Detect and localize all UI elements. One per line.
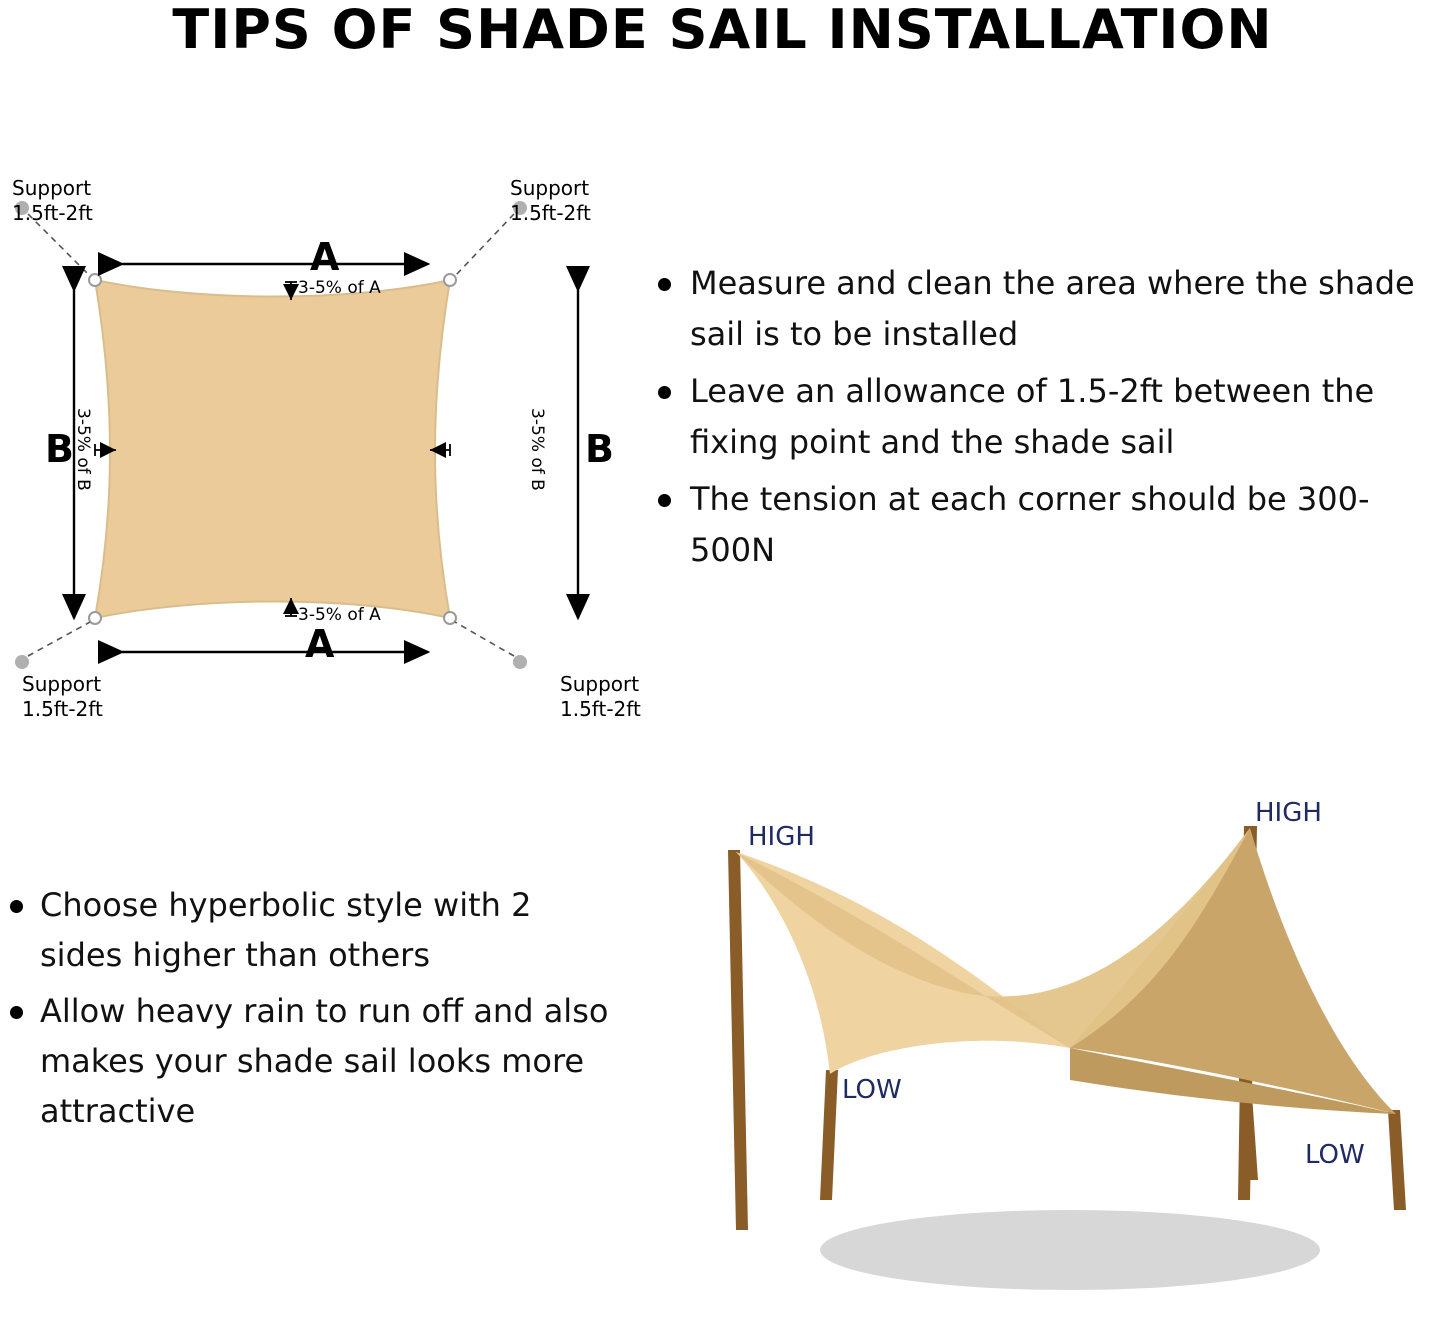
dim-label-left-b: B (45, 427, 74, 471)
page-title: TIPS OF SHADE SAIL INSTALLATION (172, 0, 1273, 61)
post-front-right-2 (1388, 1110, 1406, 1210)
support-label-top-left: Support 1.5ft-2ft (12, 176, 93, 225)
support-label-bottom-right: Support 1.5ft-2ft (560, 672, 641, 721)
label-high-right: HIGH (1255, 798, 1322, 828)
label-low-left: LOW (842, 1075, 902, 1105)
ground-shadow (820, 1210, 1320, 1290)
support-line-bottom-right (455, 622, 514, 656)
tips-list-right (648, 258, 1445, 582)
dim-label-bottom-a: A (305, 622, 335, 666)
tips-list-left (0, 880, 620, 1142)
sail-shape (95, 280, 450, 618)
curve-label-bottom: 3-5% of A (298, 605, 381, 625)
support-label-top-right: Support 1.5ft-2ft (510, 176, 591, 225)
hyperbolic-sail-illustration (640, 780, 1445, 1319)
dim-label-top-a: A (310, 235, 340, 279)
rectangle-sail-diagram (0, 150, 660, 740)
list-item: Choose hyperbolic style with 2 sides higher than others (0, 880, 620, 980)
post-front-left (820, 1070, 838, 1200)
support-line-top-right (455, 214, 514, 276)
support-label-bottom-left: Support 1.5ft-2ft (22, 672, 103, 721)
list-item: Measure and clean the area where the shade sail is to be installed (648, 258, 1445, 360)
curve-label-top: 3-5% of A (298, 278, 381, 298)
list-item: Leave an allowance of 1.5-2ft between the fixing point and the shade sail (648, 366, 1445, 468)
label-high-left: HIGH (748, 822, 815, 852)
grommet-bottom-right (444, 612, 456, 624)
support-dot-bottom-left (15, 655, 29, 669)
curve-label-left: 3-5% of B (73, 408, 93, 491)
grommet-bottom-left (89, 612, 101, 624)
label-low-right: LOW (1305, 1140, 1365, 1170)
list-item: The tension at each corner should be 300-500N (648, 474, 1445, 576)
curve-label-right: 3-5% of B (527, 408, 547, 491)
post-back-left (728, 850, 748, 1230)
list-item: Allow heavy rain to run off and also makes your shade sail looks more attractive (0, 986, 620, 1136)
support-line-bottom-left (28, 622, 90, 656)
grommet-top-left (89, 274, 101, 286)
support-dot-bottom-right (513, 655, 527, 669)
grommet-top-right (444, 274, 456, 286)
dim-label-right-b: B (585, 427, 614, 471)
